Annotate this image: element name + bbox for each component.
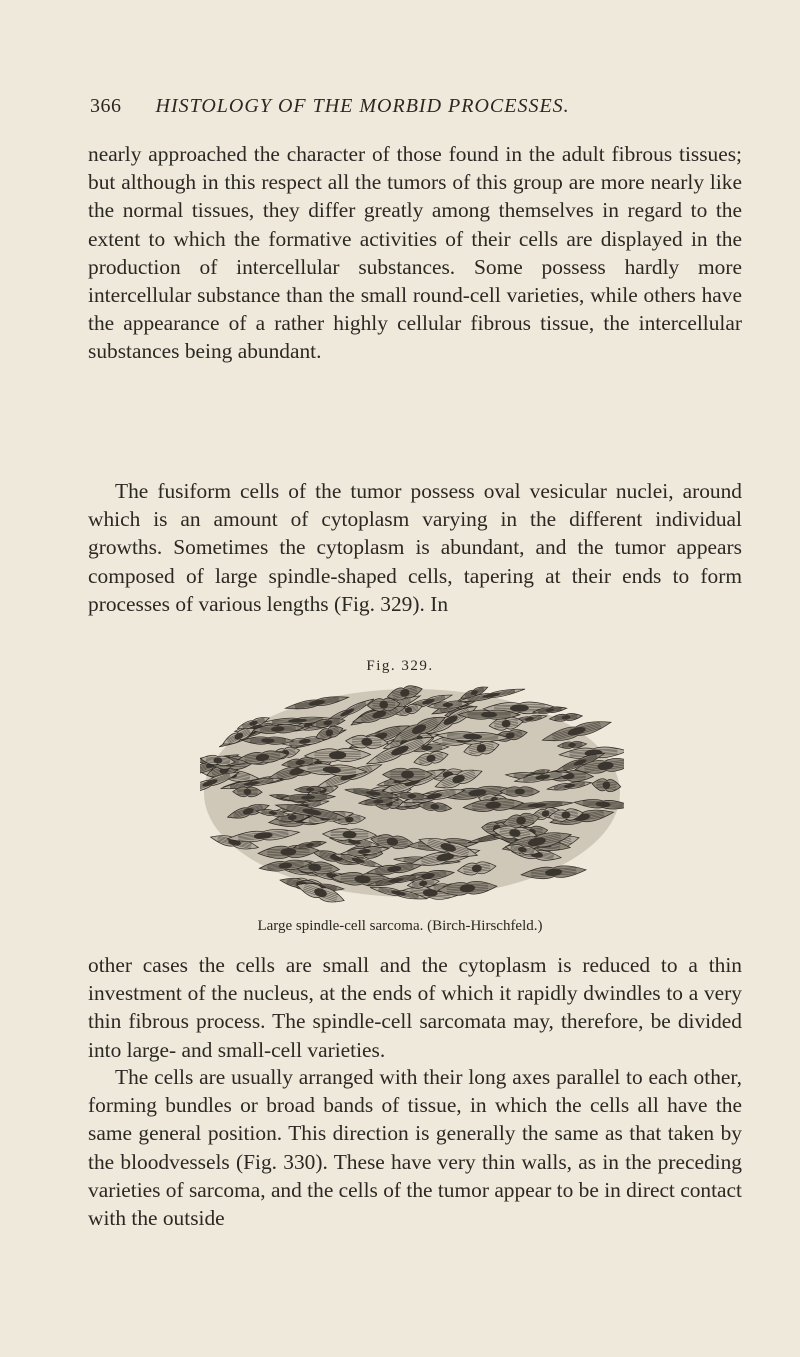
running-title: HISTOLOGY OF THE MORBID PROCESSES. (155, 95, 570, 117)
paragraph-2: The fusiform cells of the tumor possess oval vesicular nuclei, around which is an amount of cytoplasm varying in the different individual growths. Sometimes the cytoplasm is abundant, and the tumor appears composed of large spindle-shaped cells, tapering at their ends to form processes of various lengths (Fig. 329). In (88, 479, 742, 616)
figure-illustration (200, 683, 624, 903)
paragraph-3: other cases the cells are small and the cytoplasm is reduced to a thin investment of the nucleus, at the ends of which it rapidly dwindles to a very thin fibrous process. The spindle-cell sarcomata may, therefore, be divided into large- and small-cell varieties. (88, 953, 742, 1062)
paragraph-4: The cells are usually arranged with their long axes parallel to each other, forming bundles or broad bands of tissue, in which the cells all have the same general position. This direction is generally the same as that taken by the bloodvessels (Fig. 330). These have very thin walls, as in the preceding varieties of sarcoma, and the cells of the tumor appear to be in direct contact with the outside (88, 1065, 742, 1231)
paragraph-1: nearly approached the character of those found in the adult fibrous tissues; but although in this respect all the tumors of this group are more nearly like the normal tissues, they differ greatly among themselves in regard to the extent to which the formative activities of their cells are displayed in the production of intercellular substances. Some possess hardly more intercellular substance than the small round-cell varieties, while others have the appearance of a rather highly cellular fibrous tissue, the intercellular substances being abundant. (88, 142, 742, 364)
figure-label: Fig. 329. (366, 658, 434, 674)
page-number: 366 (90, 95, 122, 117)
figure-caption: Large spindle-cell sarcoma. (Birch-Hirschfeld.) (257, 918, 543, 934)
spindle-cell-engraving (200, 683, 624, 903)
running-header (90, 95, 740, 118)
